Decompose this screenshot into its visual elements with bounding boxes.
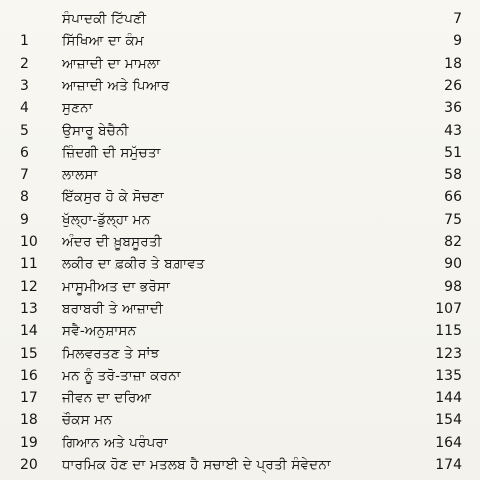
chapter-number: 10 [20, 234, 38, 250]
chapter-title: ਇੱਕਸੁਰ ਹੋ ਕੇ ਸੋਚਣਾ [62, 189, 164, 206]
toc-entry [0, 30, 480, 52]
chapter-title: ਜੀਵਨ ਦਾ ਦਰਿਆ [62, 390, 152, 407]
page-number: 18 [444, 55, 462, 72]
chapter-number: 5 [20, 122, 29, 139]
toc-entry [0, 209, 480, 231]
page-number: 82 [444, 234, 462, 250]
chapter-number: 13 [20, 300, 38, 317]
page-number: 144 [435, 390, 462, 407]
chapter-title: ਲਕੀਰ ਦਾ ਫ਼ਕੀਰ ਤੇ ਬਗ਼ਾਵਤ [62, 256, 205, 273]
chapter-title: ਆਜ਼ਾਦੀ ਦਾ ਮਾਮਲਾ [62, 55, 161, 72]
page-number: 75 [444, 211, 462, 228]
page-number: 36 [444, 100, 462, 117]
chapter-number: 17 [20, 390, 38, 407]
toc-entry [0, 53, 480, 75]
chapter-number: 8 [20, 189, 29, 206]
chapter-number: 11 [20, 256, 38, 273]
toc-entry [0, 454, 480, 476]
toc-entry [0, 142, 480, 164]
chapter-title: ਸਵੈ-ਅਨੁਸ਼ਾਸਨ [62, 323, 137, 340]
page-number: 26 [444, 77, 462, 94]
chapter-title: ਆਜ਼ਾਦੀ ਅਤੇ ਪਿਆਰ [62, 77, 170, 94]
page-number: 58 [444, 167, 462, 184]
toc-entry [0, 75, 480, 97]
page-number: 154 [435, 412, 462, 429]
page-number: 123 [435, 345, 462, 362]
page-number: 90 [444, 256, 462, 273]
chapter-title: ਗਿਆਨ ਅਤੇ ਪਰੰਪਰਾ [62, 434, 168, 451]
page-number: 43 [444, 122, 462, 139]
chapter-title: ਸੁਣਨਾ [62, 100, 93, 117]
toc-entry [0, 186, 480, 208]
toc-entry [0, 276, 480, 298]
chapter-title: ਅੰਦਰ ਦੀ ਖ਼ੂਬਸੂਰਤੀ [62, 234, 162, 250]
chapter-title: ਮਿਲਵਰਤਣ ਤੇ ਸਾਂਝ [62, 345, 160, 362]
chapter-number: 2 [20, 55, 29, 72]
chapter-title: ਉਸਾਰੂ ਬੇਚੈਨੀ [62, 122, 129, 139]
chapter-number: 4 [20, 100, 29, 117]
toc-entry [0, 164, 480, 186]
chapter-number: 7 [20, 167, 29, 184]
page-number: 51 [444, 144, 462, 161]
toc-entry [0, 365, 480, 387]
chapter-number: 20 [20, 457, 38, 473]
toc-entry [0, 432, 480, 454]
toc-entry [0, 387, 480, 409]
chapter-title: ਸਿੱਖਿਆ ਦਾ ਕੰਮ [62, 33, 145, 50]
chapter-title: ਲਾਲਸਾ [62, 167, 98, 184]
chapter-number: 12 [20, 278, 38, 295]
page-number: 135 [435, 367, 462, 384]
chapter-number: 9 [20, 211, 29, 228]
page-number: 115 [435, 323, 462, 340]
chapter-title: ਜ਼ਿੰਦਗੀ ਦੀ ਸਮੁੱਚਤਾ [62, 144, 161, 161]
page-number: 66 [444, 189, 462, 206]
toc-entry [0, 320, 480, 342]
page-number: 9 [453, 33, 462, 50]
page-number: 107 [435, 300, 462, 317]
toc-entry [0, 120, 480, 142]
chapter-title: ਖੁੱਲ੍ਹਾ-ਡੁੱਲ੍ਹਾ ਮਨ [62, 211, 151, 228]
toc-entry [0, 231, 480, 253]
page-number: 98 [444, 278, 462, 295]
chapter-title: ਮਨ ਨੂੰ ਤਰੋ-ਤਾਜ਼ਾ ਕਰਨਾ [62, 367, 181, 384]
toc-entry [0, 343, 480, 365]
chapter-title: ਸੰਪਾਦਕੀ ਟਿੱਪਣੀ [62, 11, 147, 27]
chapter-title: ਬਰਾਬਰੀ ਤੇ ਆਜ਼ਾਦੀ [62, 300, 164, 317]
toc-entry [0, 409, 480, 431]
chapter-number: 18 [20, 412, 38, 429]
chapter-number: 1 [20, 33, 29, 50]
page-number: 7 [453, 11, 462, 27]
chapter-number: 6 [20, 144, 29, 161]
chapter-number: 15 [20, 345, 38, 362]
chapter-number: 19 [20, 434, 38, 451]
toc-entry [0, 8, 480, 30]
chapter-number: 16 [20, 367, 38, 384]
toc-entry [0, 253, 480, 275]
toc-entry [0, 97, 480, 119]
chapter-title: ਚੌਕਸ ਮਨ [62, 412, 113, 429]
page-number: 174 [435, 457, 462, 473]
chapter-number: 3 [20, 77, 29, 94]
toc-entry [0, 298, 480, 320]
page-number: 164 [435, 434, 462, 451]
chapter-title: ਮਾਸੂਮੀਅਤ ਦਾ ਭਰੋਸਾ [62, 278, 171, 295]
chapter-title: ਧਾਰਮਿਕ ਹੋਣ ਦਾ ਮਤਲਬ ਹੈ ਸਚਾਈ ਦੇ ਪ੍ਰਤੀ ਸੰਵੇਦਨਾ [62, 457, 331, 473]
chapter-number: 14 [20, 323, 38, 340]
